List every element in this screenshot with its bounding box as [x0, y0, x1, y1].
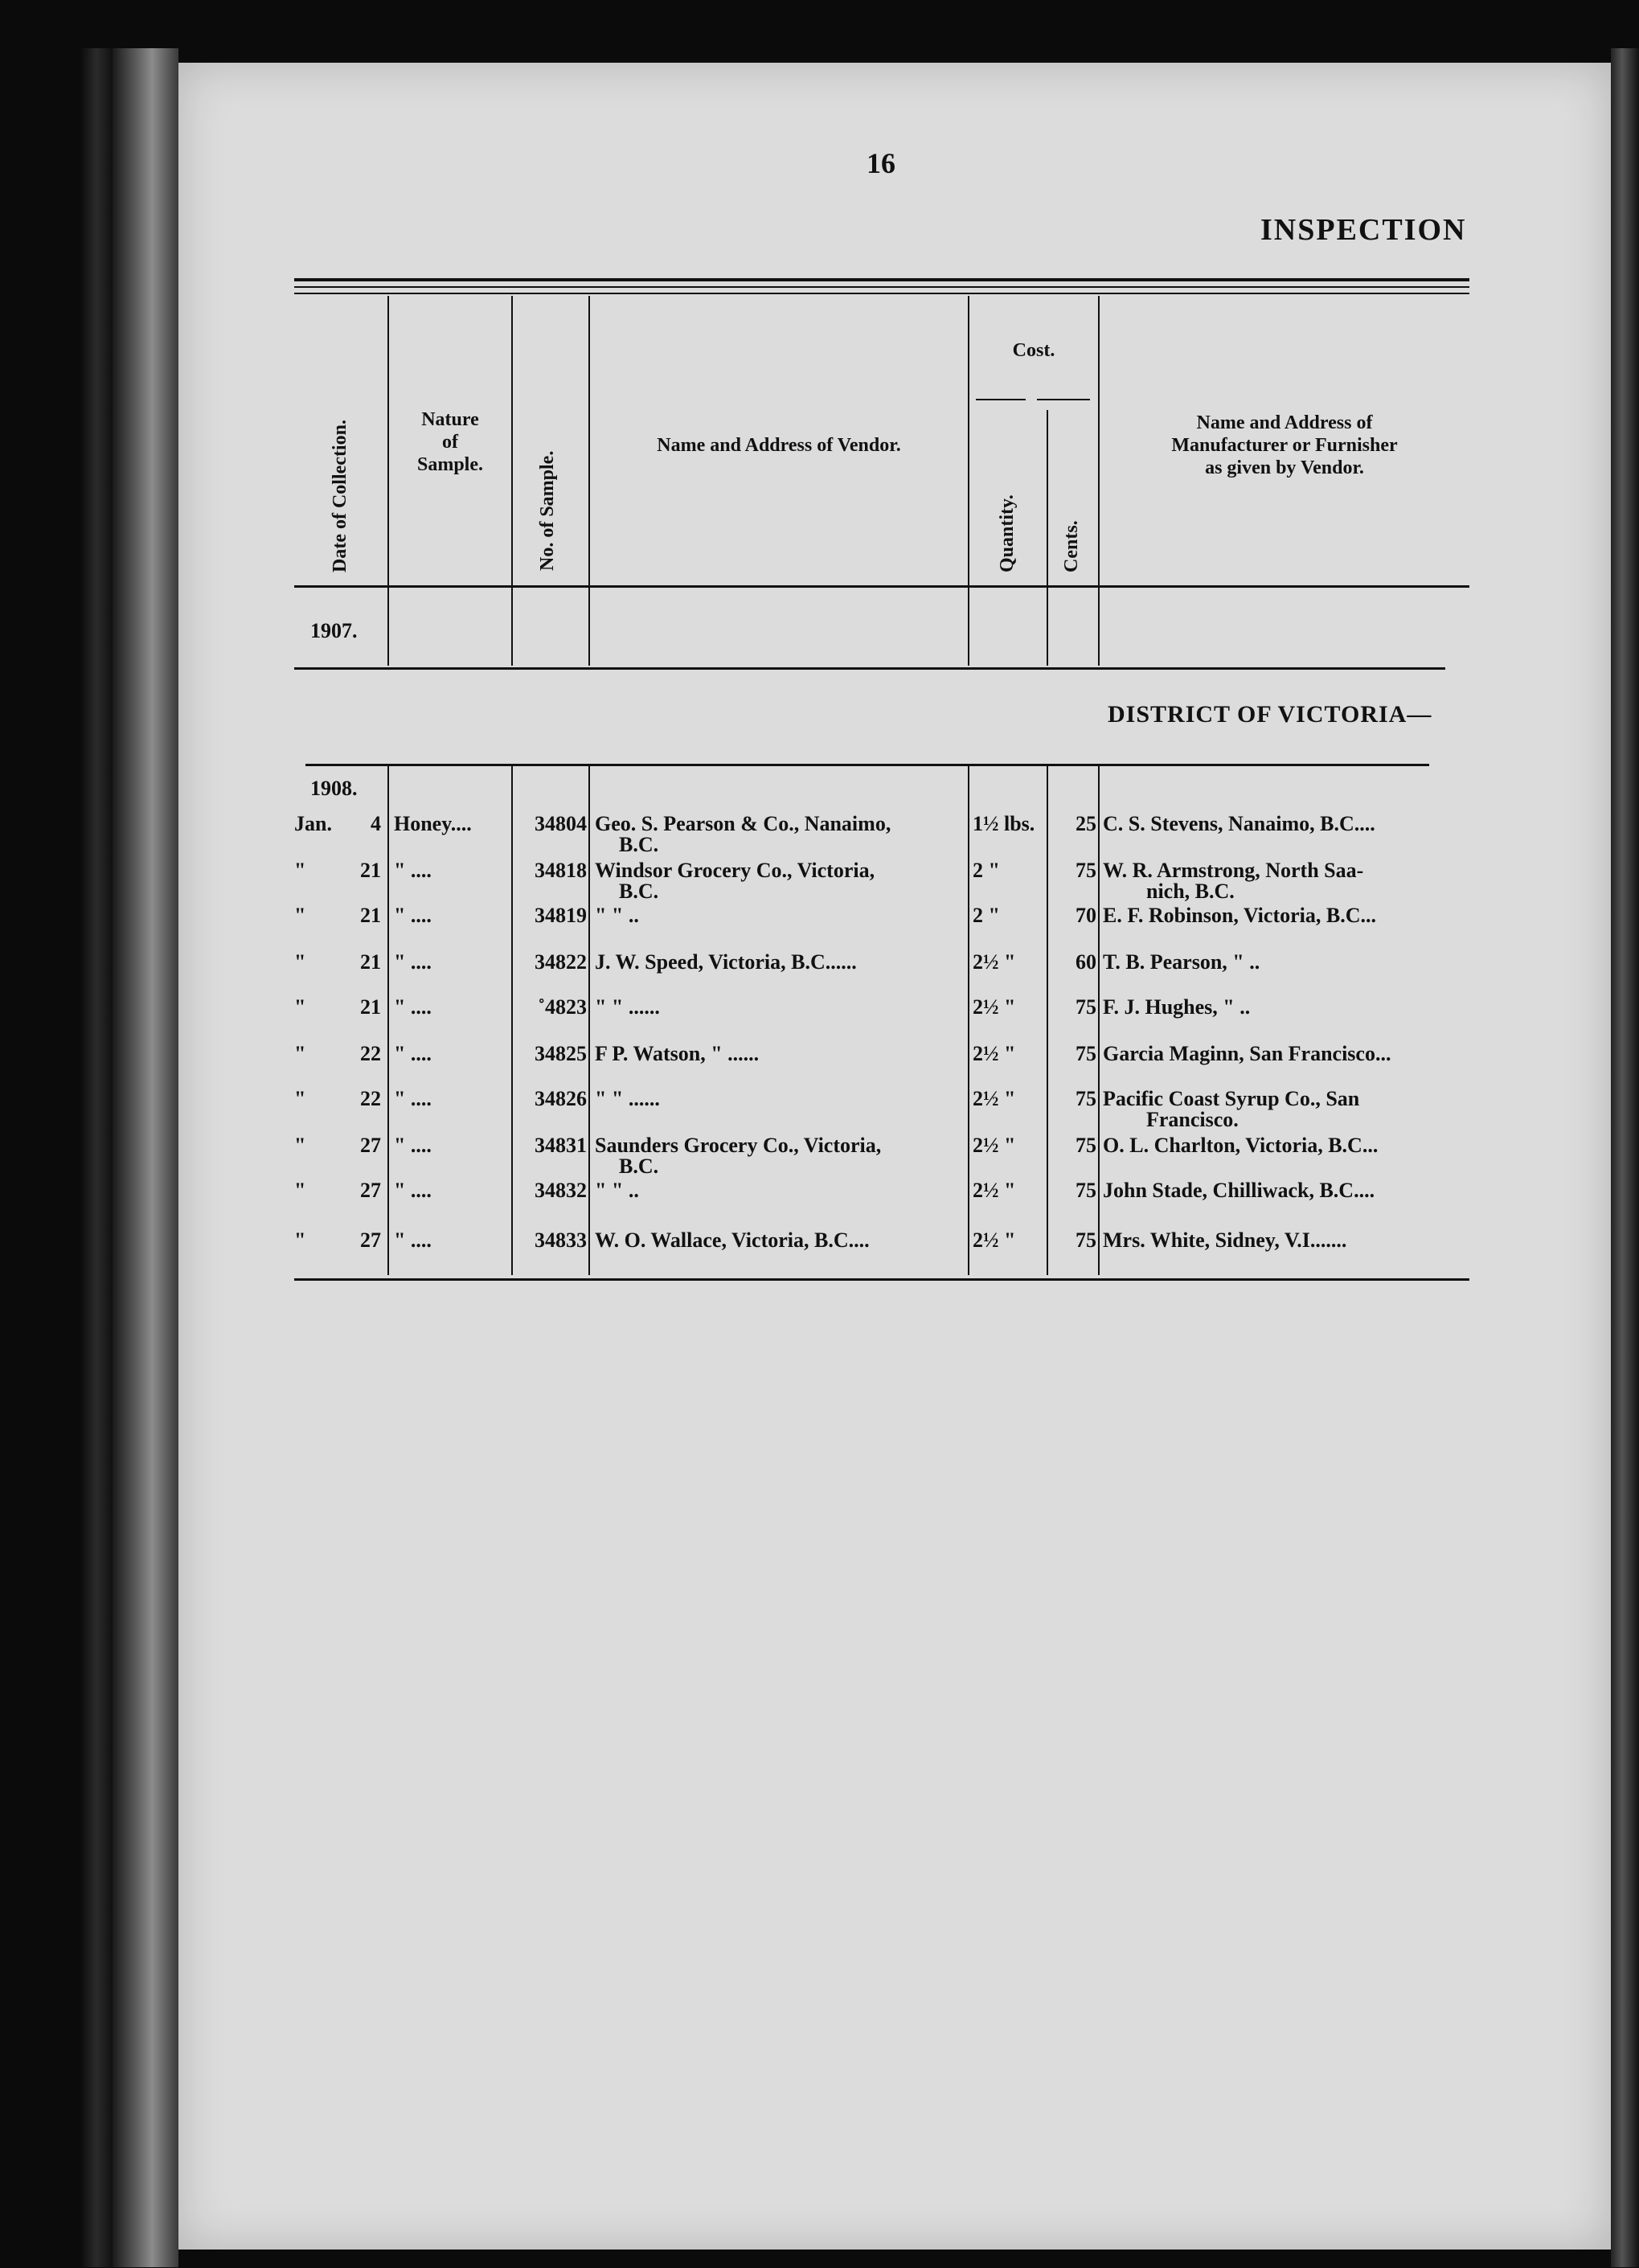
cell-sample-no: 34825 [535, 1042, 587, 1065]
header-bottom-rule [294, 585, 1469, 588]
cell-manufacturer: John Stade, Chilliwack, B.C.... [1103, 1179, 1375, 1202]
cell-sample-no: 34804 [535, 812, 587, 835]
body-col-divider [968, 765, 969, 1275]
cell-vendor: Windsor Grocery Co., Victoria, [595, 859, 875, 882]
cell-vendor: F P. Watson, " ...... [595, 1042, 760, 1065]
rule-1907 [294, 667, 1445, 670]
cell-manufacturer: O. L. Charlton, Victoria, B.C... [1103, 1134, 1379, 1157]
cell-manufacturer-cont: nich, B.C. [1146, 880, 1235, 903]
year-1907: 1907. [310, 619, 358, 642]
cell-manufacturer: C. S. Stevens, Nanaimo, B.C.... [1103, 812, 1375, 835]
header-manufacturer-line: Name and Address of [1196, 412, 1373, 433]
header-manufacturer-line: Manufacturer or Furnisher [1171, 435, 1398, 456]
binding-shadow [80, 48, 113, 2267]
cell-month: " [294, 1228, 306, 1252]
district-rule [305, 764, 1429, 766]
cell-vendor: " " ...... [595, 1087, 660, 1110]
cell-month: " [294, 950, 306, 974]
cell-vendor: " " ...... [595, 995, 660, 1019]
cell-day: 21 [360, 995, 381, 1019]
cell-nature: " .... [394, 1228, 432, 1252]
header-manufacturer-line: as given by Vendor. [1205, 457, 1364, 478]
cell-manufacturer-cont: Francisco. [1146, 1108, 1239, 1131]
body-col-divider [511, 765, 513, 1275]
cost-subrule [1037, 399, 1090, 400]
cell-month: " [294, 904, 306, 927]
cell-cents: 70 [1076, 904, 1096, 927]
cell-sample-no: 34826 [535, 1087, 587, 1110]
header-cents: Cents. [1061, 520, 1082, 572]
cell-quantity: 1½ lbs. [973, 812, 1035, 835]
cell-cents: 75 [1076, 1179, 1096, 1202]
body-col-divider [387, 765, 389, 1275]
cell-nature: " .... [394, 995, 432, 1019]
cell-manufacturer: T. B. Pearson, " .. [1103, 950, 1260, 974]
cell-manufacturer: E. F. Robinson, Victoria, B.C... [1103, 904, 1376, 927]
cell-quantity: 2½ " [973, 1179, 1016, 1202]
cell-day: 21 [360, 904, 381, 927]
cell-sample-no: 34832 [535, 1179, 587, 1202]
header-date: Date of Collection. [330, 420, 350, 572]
cell-manufacturer: W. R. Armstrong, North Saa- [1103, 859, 1364, 882]
cell-month: " [294, 1087, 306, 1110]
cell-day: 27 [360, 1179, 381, 1202]
cell-vendor: W. O. Wallace, Victoria, B.C.... [595, 1228, 870, 1252]
cell-quantity: 2½ " [973, 1228, 1016, 1252]
cell-sample-no: 34818 [535, 859, 587, 882]
table-bottom-rule [294, 1278, 1469, 1281]
cell-vendor: " " .. [595, 904, 639, 927]
cell-vendor: Saunders Grocery Co., Victoria, [595, 1134, 882, 1157]
cell-vendor-cont: B.C. [619, 833, 659, 856]
cell-cents: 60 [1076, 950, 1096, 974]
cell-quantity: 2½ " [973, 995, 1016, 1019]
cell-month: " [294, 1179, 306, 1202]
cell-nature: " .... [394, 1042, 432, 1065]
page-edge [1611, 48, 1639, 2267]
cell-vendor: " " .. [595, 1179, 639, 1202]
cell-day: 21 [360, 950, 381, 974]
cell-day: 22 [360, 1042, 381, 1065]
cell-day: 21 [360, 859, 381, 882]
cell-vendor: J. W. Speed, Victoria, B.C...... [595, 950, 857, 974]
cell-month: " [294, 1042, 306, 1065]
cell-nature: " .... [394, 859, 432, 882]
cell-vendor-cont: B.C. [619, 880, 659, 903]
cell-quantity: 2½ " [973, 1042, 1016, 1065]
cell-cents: 75 [1076, 995, 1096, 1019]
cell-nature: " .... [394, 1087, 432, 1110]
cell-nature: " .... [394, 1179, 432, 1202]
col-divider [1047, 410, 1048, 666]
cell-nature: " .... [394, 1134, 432, 1157]
cell-sample-no: 34831 [535, 1134, 587, 1157]
cell-quantity: 2½ " [973, 1134, 1016, 1157]
district-heading: DISTRICT OF VICTORIA— [1108, 701, 1432, 728]
col-divider [1098, 296, 1100, 666]
cell-nature: " .... [394, 950, 432, 974]
year-1908: 1908. [310, 777, 358, 800]
cell-sample-no: 34822 [535, 950, 587, 974]
col-divider [511, 296, 513, 666]
header-sample-no: No. of Sample. [537, 450, 558, 571]
cell-cents: 25 [1076, 812, 1096, 835]
cell-nature: " .... [394, 904, 432, 927]
cell-cents: 75 [1076, 1042, 1096, 1065]
cell-manufacturer: F. J. Hughes, " .. [1103, 995, 1251, 1019]
header-nature-line: Nature [421, 409, 479, 430]
cell-cents: 75 [1076, 859, 1096, 882]
header-cost: Cost. [1012, 340, 1055, 361]
table-top-rule [294, 278, 1469, 281]
cell-month: Jan. [294, 812, 332, 835]
header-quantity: Quantity. [997, 494, 1018, 572]
header-nature [389, 408, 511, 476]
cell-manufacturer: Garcia Maginn, San Francisco... [1103, 1042, 1391, 1065]
cell-manufacturer: Pacific Coast Syrup Co., San [1103, 1087, 1360, 1110]
cell-quantity: 2 " [973, 904, 1000, 927]
cell-quantity: 2½ " [973, 950, 1016, 974]
running-head: INSPECTION [1260, 213, 1467, 247]
cell-nature: Honey.... [394, 812, 472, 835]
page-number: 16 [867, 147, 895, 179]
header-nature-line: Sample. [416, 454, 483, 475]
table-top-rule-3 [294, 293, 1469, 294]
body-col-divider [588, 765, 590, 1275]
header-manufacturer [1100, 412, 1469, 479]
cell-day: 27 [360, 1134, 381, 1157]
cell-day: 27 [360, 1228, 381, 1252]
cell-quantity: 2 " [973, 859, 1000, 882]
body-col-divider [1098, 765, 1100, 1275]
cell-vendor-cont: B.C. [619, 1155, 659, 1178]
cell-month: " [294, 859, 306, 882]
col-divider [387, 296, 389, 666]
header-nature-line: of [442, 432, 458, 453]
col-divider [588, 296, 590, 666]
cell-sample-no: 34833 [535, 1228, 587, 1252]
cell-cents: 75 [1076, 1134, 1096, 1157]
header-vendor: Name and Address of Vendor. [657, 435, 901, 456]
cost-subrule [976, 399, 1026, 400]
cell-day: 4 [371, 812, 381, 835]
cell-month: " [294, 1134, 306, 1157]
cell-manufacturer: Mrs. White, Sidney, V.I....... [1103, 1228, 1347, 1252]
cell-cents: 75 [1076, 1087, 1096, 1110]
cell-sample-no: ˚4823 [538, 995, 587, 1019]
cell-sample-no: 34819 [535, 904, 587, 927]
cell-vendor: Geo. S. Pearson & Co., Nanaimo, [595, 812, 891, 835]
cell-quantity: 2½ " [973, 1087, 1016, 1110]
cell-month: " [294, 995, 306, 1019]
cell-day: 22 [360, 1087, 381, 1110]
cell-cents: 75 [1076, 1228, 1096, 1252]
book-binding [113, 48, 178, 2267]
table-top-rule-thin [294, 286, 1469, 288]
